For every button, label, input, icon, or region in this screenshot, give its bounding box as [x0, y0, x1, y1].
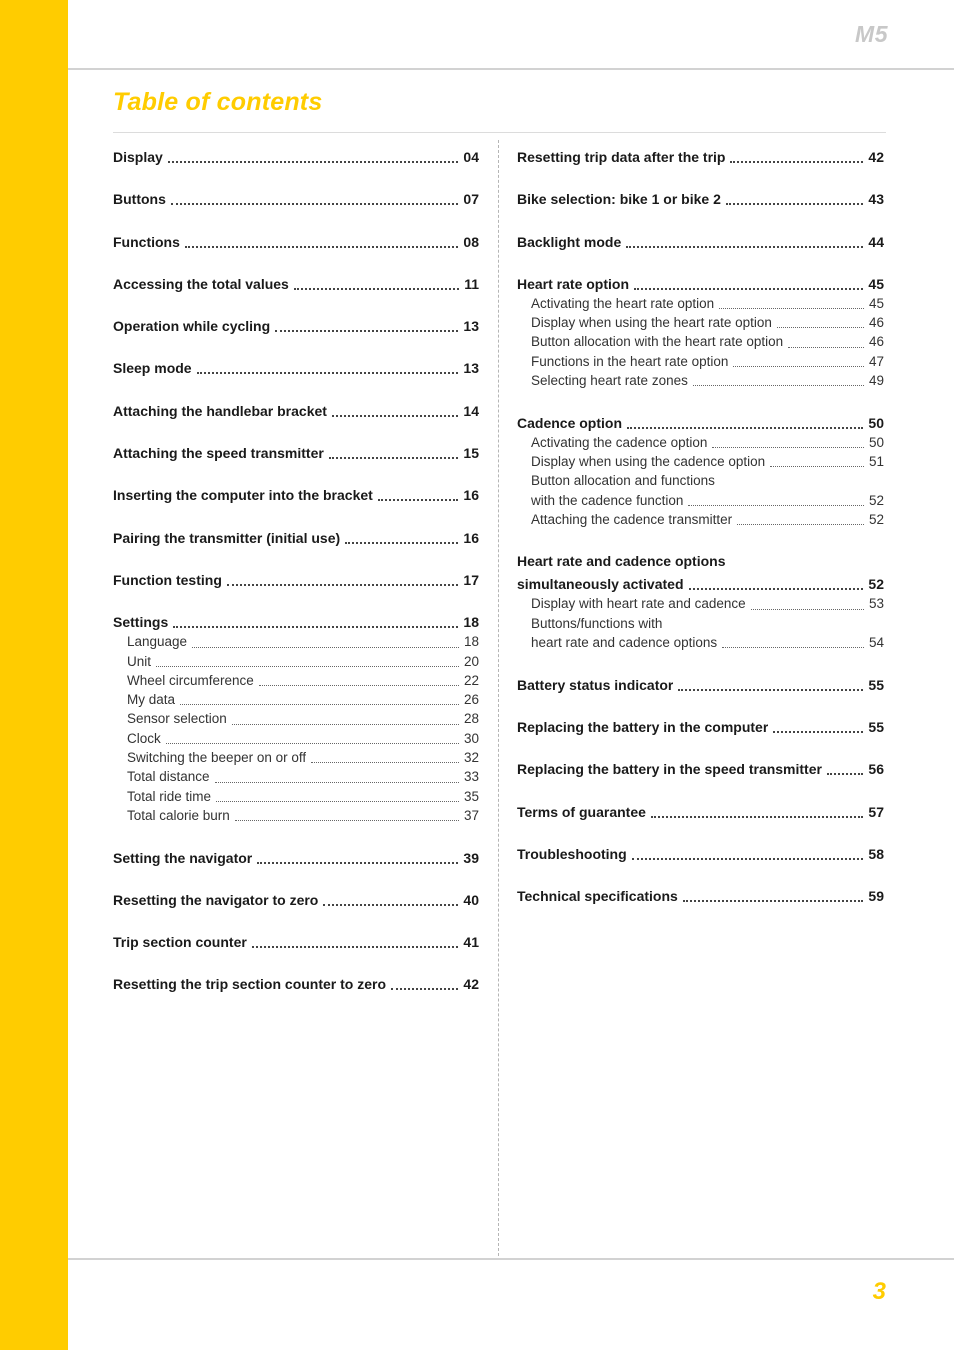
toc-entry-label: Display when using the cadence option	[531, 453, 766, 469]
toc-entry-page: 52	[868, 511, 884, 527]
toc-entry-page: 58	[868, 845, 884, 862]
dot-leader	[257, 862, 458, 864]
dot-leader	[294, 288, 459, 290]
dot-leader	[332, 415, 458, 417]
dot-leader	[634, 288, 863, 290]
spacer	[113, 590, 479, 613]
page-number: 3	[872, 1278, 886, 1305]
spacer	[517, 252, 884, 275]
toc-entry[interactable]	[517, 275, 884, 294]
spacer	[113, 378, 479, 401]
dot-leader	[689, 588, 864, 590]
toc-entry-page: 18	[463, 634, 479, 650]
dot-leader	[329, 457, 459, 459]
dot-leader	[323, 904, 458, 906]
spacer	[113, 336, 479, 359]
toc-entry-label: Heart rate and cadence options	[517, 553, 726, 570]
bottom-rule	[68, 1258, 954, 1260]
dot-leader	[730, 161, 863, 163]
toc-entry-label: simultaneously activated	[517, 576, 684, 593]
dot-leader	[733, 366, 864, 367]
toc-entry[interactable]	[517, 845, 884, 864]
toc-entry-page: 04	[463, 149, 479, 165]
toc-entry-page: 40	[463, 891, 479, 908]
toc-sub-entry[interactable]	[517, 332, 884, 351]
toc-sub-entry[interactable]	[113, 787, 479, 806]
toc-entry-page: 56	[868, 761, 884, 778]
spacer	[517, 209, 884, 232]
page-title: Table of contents	[113, 88, 323, 116]
toc-entry-label: Replacing the battery in the speed transmitter	[517, 761, 822, 778]
toc-entry-label: Functions in the heart rate option	[531, 353, 729, 369]
toc-entry[interactable]	[113, 933, 479, 952]
toc-sub-entry[interactable]	[517, 352, 884, 371]
dot-leader	[712, 447, 864, 448]
spacer	[113, 209, 479, 232]
spacer	[113, 421, 479, 444]
toc-entry[interactable]	[113, 891, 479, 910]
toc-entry-page: 59	[868, 888, 884, 905]
toc-sub-entry[interactable]	[113, 806, 479, 825]
toc-entry-page: 35	[463, 788, 479, 804]
dot-leader	[345, 542, 458, 544]
toc-entry-label: heart rate and cadence options	[531, 635, 718, 651]
toc-entry-label: Clock	[127, 730, 161, 746]
toc-sub-entry[interactable]	[113, 690, 479, 709]
toc-entry-page: 15	[463, 445, 479, 462]
toc-entry-page: 14	[463, 402, 479, 419]
toc-entry-page: 13	[463, 360, 479, 377]
toc-sub-entry[interactable]	[517, 471, 884, 490]
toc-entry[interactable]	[113, 148, 479, 167]
dot-leader	[216, 801, 459, 802]
toc-entry[interactable]	[113, 233, 479, 252]
spacer	[113, 825, 479, 848]
toc-entry[interactable]	[113, 571, 479, 590]
toc-entry-page: 13	[463, 318, 479, 335]
dot-leader	[722, 647, 864, 648]
dot-leader	[235, 820, 459, 821]
toc-entry-label: My data	[127, 692, 176, 708]
toc-entry[interactable]	[113, 402, 479, 421]
toc-entry-page: 47	[868, 353, 884, 369]
toc-sub-entry[interactable]	[113, 652, 479, 671]
toc-entry-label: Accessing the total values	[113, 275, 289, 292]
toc-entry-label: Display with heart rate and cadence	[531, 596, 746, 612]
title-rule	[113, 132, 886, 133]
toc-entry-page: 16	[463, 487, 479, 504]
toc-entry-label: Buttons	[113, 191, 166, 208]
spacer	[517, 167, 884, 190]
toc-entry[interactable]	[517, 887, 884, 906]
toc-entry-label: Button allocation and functions	[531, 473, 715, 489]
dot-leader	[156, 666, 459, 667]
toc-entry-label: Buttons/functions with	[531, 615, 663, 631]
spacer	[517, 695, 884, 718]
spacer	[113, 910, 479, 933]
dot-leader	[227, 584, 459, 586]
spacer	[113, 167, 479, 190]
toc-sub-entry[interactable]	[517, 313, 884, 332]
toc-sub-entry[interactable]	[113, 709, 479, 728]
dot-leader	[788, 347, 864, 348]
toc-sub-entry[interactable]	[113, 632, 479, 651]
spacer	[113, 252, 479, 275]
dot-leader	[719, 308, 864, 309]
yellow-side-bar	[0, 0, 68, 1350]
toc-entry-page: 55	[868, 718, 884, 735]
toc-entry-label: Button allocation with the heart rate option	[531, 334, 784, 350]
toc-entry-page: 43	[868, 191, 884, 208]
toc-entry-label: Unit	[127, 653, 152, 669]
dot-leader	[688, 505, 864, 506]
toc-entry[interactable]	[517, 803, 884, 822]
toc-entry-page: 44	[868, 233, 884, 250]
toc-entry-label: Activating the cadence option	[531, 434, 708, 450]
toc-entry-page: 54	[868, 635, 884, 651]
toc-entry-label: Settings	[113, 614, 169, 631]
toc-entry[interactable]	[517, 676, 884, 695]
toc-entry[interactable]	[517, 148, 884, 167]
top-rule	[68, 68, 954, 70]
spacer	[113, 952, 479, 975]
toc-entry-label: Cadence option	[517, 414, 623, 431]
toc-sub-entry[interactable]	[113, 671, 479, 690]
dot-leader	[726, 203, 864, 205]
toc-entry[interactable]	[517, 552, 884, 575]
spacer	[517, 822, 884, 845]
spacer	[517, 390, 884, 413]
toc-entry-page: 17	[463, 571, 479, 588]
toc-entry-page: 26	[463, 692, 479, 708]
toc-entry-page: 37	[463, 807, 479, 823]
toc-entry-page: 28	[463, 711, 479, 727]
toc-entry-page: 51	[868, 453, 884, 469]
toc-sub-entry[interactable]	[517, 633, 884, 652]
dot-leader	[168, 161, 459, 163]
toc-entry-label: Resetting the trip section counter to zero	[113, 976, 387, 993]
toc-entry-label: Inserting the computer into the bracket	[113, 487, 373, 504]
toc-entry-page: 42	[463, 976, 479, 993]
toc-entry-page: 46	[868, 315, 884, 331]
toc-sub-entry[interactable]	[517, 294, 884, 313]
dot-leader	[180, 704, 459, 705]
toc-entry-page: 50	[868, 434, 884, 450]
dot-leader	[166, 743, 459, 744]
dot-leader	[626, 246, 863, 248]
toc-entry[interactable]	[113, 359, 479, 378]
dot-leader	[185, 246, 459, 248]
toc-sub-entry[interactable]	[517, 433, 884, 452]
toc-entry-label: Pairing the transmitter (initial use)	[113, 529, 341, 546]
toc-entry-page: 33	[463, 769, 479, 785]
toc-entry-label: Attaching the handlebar bracket	[113, 402, 327, 419]
dot-leader	[311, 762, 459, 763]
toc-entry-label: Technical specifications	[517, 888, 678, 905]
toc-entry[interactable]	[113, 444, 479, 463]
dot-leader	[777, 327, 864, 328]
toc-entry-page: 39	[463, 849, 479, 866]
toc-entry-page: 41	[463, 934, 479, 951]
toc-sub-entry[interactable]	[517, 614, 884, 633]
dot-leader	[632, 858, 864, 860]
toc-entry-label: Trip section counter	[113, 934, 247, 951]
toc-sub-entry[interactable]	[517, 452, 884, 471]
toc-sub-entry[interactable]	[517, 491, 884, 510]
toc-entry[interactable]	[517, 575, 884, 594]
toc-entry-label: Display	[113, 149, 163, 165]
dot-leader	[770, 466, 864, 467]
toc-entry[interactable]	[113, 613, 479, 632]
spacer	[113, 548, 479, 571]
toc-entry-page: 08	[463, 233, 479, 250]
toc-entry[interactable]	[113, 975, 479, 994]
dot-leader	[215, 782, 459, 783]
spacer	[113, 463, 479, 486]
spacer	[113, 294, 479, 317]
toc-entry[interactable]	[517, 414, 884, 433]
dot-leader	[391, 988, 458, 990]
toc-entry-label: Bike selection: bike 1 or bike 2	[517, 191, 721, 208]
toc-entry-label: Display when using the heart rate option	[531, 315, 772, 331]
toc-entry-page: 30	[463, 730, 479, 746]
toc-entry-label: Terms of guarantee	[517, 803, 646, 820]
toc-entry-page: 45	[868, 295, 884, 311]
toc-entry-page: 52	[868, 492, 884, 508]
toc-entry-page: 32	[463, 750, 479, 766]
dot-leader	[683, 900, 864, 902]
spacer	[517, 779, 884, 802]
spacer	[517, 864, 884, 887]
toc-entry-page: 49	[868, 373, 884, 389]
toc-entry-label: Backlight mode	[517, 233, 622, 250]
dot-leader	[171, 203, 459, 205]
toc-entry[interactable]	[517, 760, 884, 779]
toc-sub-entry[interactable]	[517, 594, 884, 613]
toc-entry[interactable]	[113, 190, 479, 209]
toc-entry[interactable]	[113, 275, 479, 294]
toc-entry-label: Functions	[113, 233, 180, 250]
toc-entry-label: Setting the navigator	[113, 849, 253, 866]
spacer	[113, 505, 479, 528]
toc-entry-page: 11	[464, 275, 479, 292]
toc-sub-entry[interactable]	[113, 748, 479, 767]
toc-entry-label: Replacing the battery in the computer	[517, 718, 769, 735]
spacer	[517, 737, 884, 760]
toc-entry-page: 57	[868, 803, 884, 820]
dot-leader	[627, 427, 863, 429]
dot-leader	[173, 626, 458, 628]
toc-entry-page: 52	[868, 576, 884, 593]
toc-entry-label: Sensor selection	[127, 711, 227, 727]
toc-entry-page: 07	[463, 191, 479, 208]
toc-entry-page: 16	[463, 529, 479, 546]
dot-leader	[678, 689, 863, 691]
dot-leader	[232, 724, 459, 725]
dot-leader	[693, 385, 864, 386]
toc-sub-entry[interactable]	[113, 767, 479, 786]
toc-entry-page: 55	[868, 676, 884, 693]
dot-leader	[651, 816, 864, 818]
toc-entry-label: Total ride time	[127, 788, 212, 804]
toc-entry-page: 22	[463, 672, 479, 688]
toc-entry-page: 53	[868, 596, 884, 612]
toc-entry-label: Troubleshooting	[517, 845, 627, 862]
dot-leader	[827, 773, 863, 775]
toc-entry-label: Switching the beeper on or off	[127, 750, 307, 766]
dot-leader	[197, 372, 459, 374]
toc-sub-entry[interactable]	[517, 510, 884, 529]
toc-entry-label: Resetting trip data after the trip	[517, 149, 726, 165]
dot-leader	[737, 524, 864, 525]
toc-entry-label: with the cadence function	[531, 492, 684, 508]
toc-entry-label: Operation while cycling	[113, 318, 271, 335]
toc-entry[interactable]	[113, 317, 479, 336]
dot-leader	[192, 647, 459, 648]
toc-entry-label: Battery status indicator	[517, 676, 674, 693]
toc-entry-label: Function testing	[113, 571, 222, 588]
toc-entry-page: 45	[868, 275, 884, 292]
toc-right-column	[517, 148, 884, 906]
toc-entry-label: Resetting the navigator to zero	[113, 891, 319, 908]
toc-entry-label: Language	[127, 634, 188, 650]
toc-entry-page: 42	[868, 149, 884, 165]
dot-leader	[751, 609, 864, 610]
toc-left-column	[113, 148, 479, 994]
column-divider	[498, 140, 499, 1256]
model-name: M5	[855, 21, 888, 47]
dot-leader	[773, 731, 863, 733]
toc-entry-page: 20	[463, 653, 479, 669]
toc-entry-page: 50	[868, 414, 884, 431]
dot-leader	[259, 685, 459, 686]
toc-entry-label: Selecting heart rate zones	[531, 373, 688, 389]
toc-sub-entry[interactable]	[113, 729, 479, 748]
spacer	[113, 868, 479, 891]
toc-entry[interactable]	[113, 529, 479, 548]
spacer	[517, 652, 884, 675]
toc-entry[interactable]	[517, 718, 884, 737]
toc-entry-label: Activating the heart rate option	[531, 295, 715, 311]
toc-entry[interactable]	[517, 190, 884, 209]
toc-entry[interactable]	[113, 849, 479, 868]
dot-leader	[378, 499, 459, 501]
toc-entry-page: 46	[868, 334, 884, 350]
toc-entry-label: Total calorie burn	[127, 807, 230, 823]
dot-leader	[275, 330, 458, 332]
toc-entry-label: Attaching the cadence transmitter	[531, 511, 733, 527]
toc-entry-label: Total distance	[127, 769, 210, 785]
spacer	[517, 529, 884, 552]
toc-entry-label: Heart rate option	[517, 275, 630, 292]
toc-sub-entry[interactable]	[517, 371, 884, 390]
toc-entry-label: Sleep mode	[113, 360, 192, 377]
toc-entry-label: Wheel circumference	[127, 672, 254, 688]
toc-entry-page: 18	[463, 614, 479, 631]
toc-entry-label: Attaching the speed transmitter	[113, 445, 324, 462]
toc-entry[interactable]	[517, 233, 884, 252]
dot-leader	[252, 946, 459, 948]
toc-entry[interactable]	[113, 486, 479, 505]
